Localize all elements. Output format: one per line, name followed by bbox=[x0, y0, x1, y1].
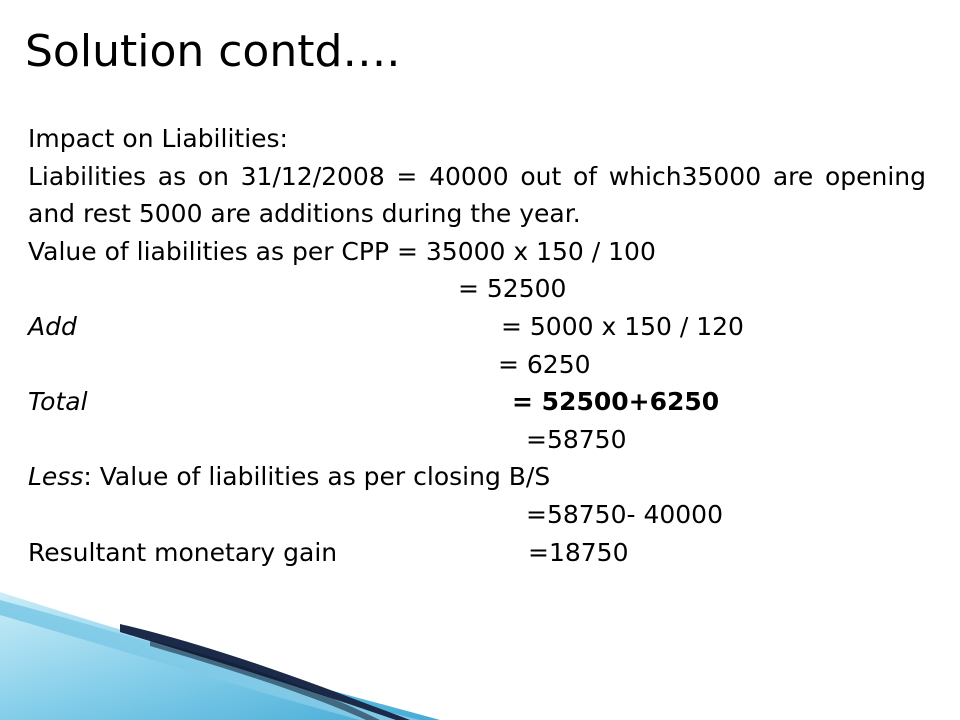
shadow-stripe-shape bbox=[150, 640, 380, 720]
dark-stripe-shape bbox=[120, 624, 410, 720]
less-result-line bbox=[28, 496, 926, 534]
total-result: =58750 bbox=[526, 424, 627, 454]
light-wave-shape bbox=[0, 600, 420, 720]
total-label: Total bbox=[28, 387, 88, 417]
liabilities-paragraph: Liabilities as on 31/12/2008 = 40000 out of which35000 are opening and rest 5000 are additions during the year. bbox=[28, 161, 926, 229]
add-line bbox=[28, 308, 926, 346]
cpp-result-line bbox=[28, 270, 926, 308]
cpp-value-line: Value of liabilities as per CPP = 35000 x 150 / 100 bbox=[28, 236, 656, 266]
add-result-line bbox=[28, 346, 926, 384]
less-label: Less bbox=[28, 462, 84, 492]
add-result: = 6250 bbox=[498, 349, 591, 379]
slide-title: Solution contd…. bbox=[25, 26, 401, 77]
add-formula: = 5000 x 150 / 120 bbox=[501, 311, 744, 341]
add-label: Add bbox=[28, 311, 77, 341]
total-formula: = 52500+6250 bbox=[512, 387, 720, 417]
less-text: : Value of liabilities as per closing B/S bbox=[83, 462, 551, 492]
total-line bbox=[28, 383, 926, 421]
less-result: =58750- 40000 bbox=[526, 499, 723, 529]
result-label: Resultant monetary gain bbox=[28, 537, 338, 567]
blue-wave-shape bbox=[0, 592, 440, 720]
slide-body bbox=[28, 120, 926, 571]
section-heading: Impact on Liabilities: bbox=[28, 124, 288, 153]
result-value: =18750 bbox=[528, 537, 629, 567]
total-result-line bbox=[28, 421, 926, 459]
cpp-result: = 52500 bbox=[458, 274, 567, 304]
result-line bbox=[28, 534, 926, 572]
less-line bbox=[28, 458, 926, 496]
